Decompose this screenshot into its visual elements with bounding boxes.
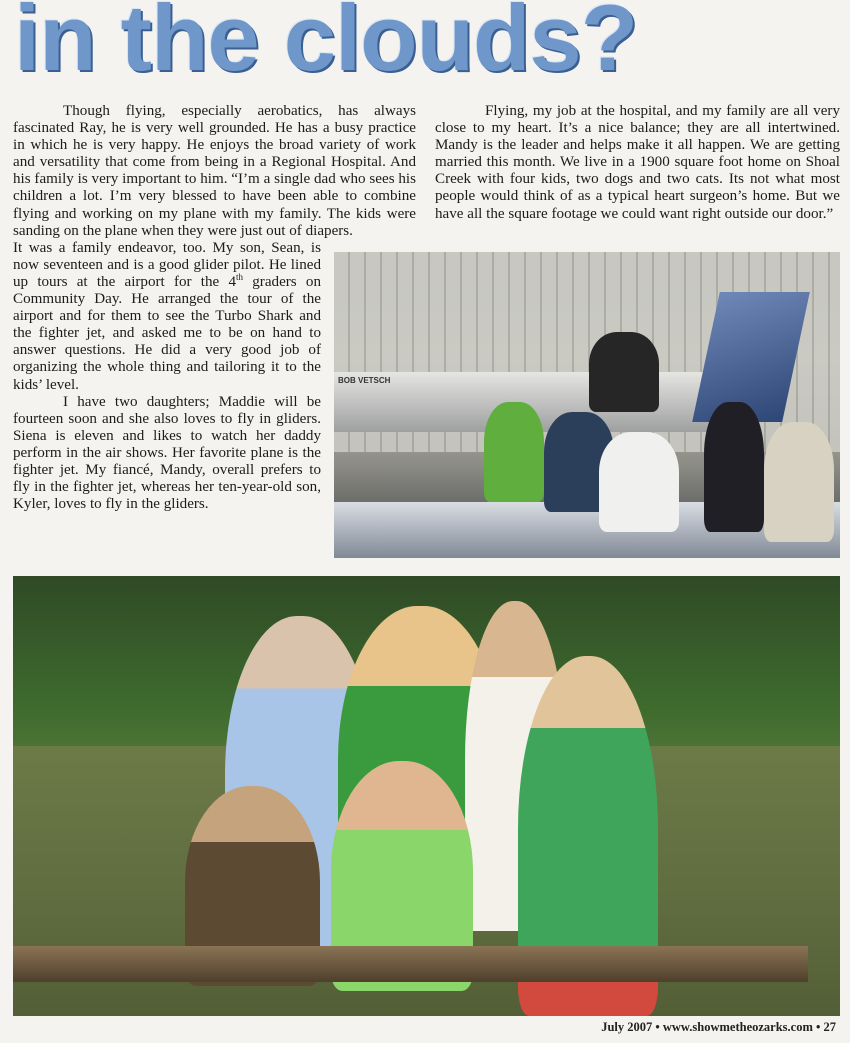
plane-name-label: BOB VETSCH bbox=[338, 376, 391, 385]
paragraph-1-narrow bbox=[13, 240, 321, 394]
family-photo bbox=[13, 576, 840, 1016]
page-footer: July 2007 • www.showmetheozarks.com • 27 bbox=[601, 1020, 836, 1034]
right-column bbox=[435, 103, 840, 223]
paragraph-1-narrow-a: It was a family endeavor, too. My son, Sean, is now seventeen and is a good glider pilot. He lined up tours at the airport for the 4 bbox=[13, 239, 321, 290]
kid-figure bbox=[764, 422, 834, 542]
kid-figure bbox=[484, 402, 544, 502]
right-paragraph-1: Flying, my job at the hospital, and my family are all very close to my heart. It’s a nice balance; they are all intertwined. Mandy is the leader and helps make it all happen. We are getting married this month. We live in a 1900 square foot home on Shoal Creek with four kids, two dogs and two cats. Its not what most people would think of as a typical heart surgeon’s home. But we have all the square footage we could want right outside our door.” bbox=[435, 103, 840, 222]
plane-fuselage bbox=[334, 372, 754, 432]
paragraph-1-text: Though flying, especially aerobatics, has always fascinated Ray, he is very well grounded. He has a busy practice in which he is very happy. He enjoys the broad variety of work and versatility that come from being in a Regional Hospital. And his family is very important to him. “I’m a single dad who sees his children a lot. I’m very blessed to have been able to combine flying and working on my plane with my family. The kids were sanding on the plane when they were just out of diapers. bbox=[13, 103, 416, 239]
kid-figure bbox=[589, 332, 659, 412]
paragraph-2: I have two daughters; Maddie will be fourteen soon and she also loves to fly in gliders. Siena is eleven and likes to watch her daddy perform in the air shows. Her favorite plane is the fighter jet. My fiancé, Mandy, overall prefers to fly in the fighter jet, whereas her ten-year-old son, Kyler, loves to fly in the gliders. bbox=[13, 393, 321, 513]
kid-figure bbox=[599, 432, 679, 532]
hangar-photo bbox=[334, 252, 840, 558]
paragraph-1-wide bbox=[13, 103, 416, 240]
kid-figure bbox=[704, 402, 764, 532]
headline: in the clouds? bbox=[14, 0, 638, 90]
wooden-rail bbox=[13, 946, 808, 982]
ordinal-suffix: th bbox=[236, 271, 244, 282]
paragraph-1-narrow-b: graders on Community Day. He arranged the tour of the airport and for them to see the Turbo Shark and the fighter jet, and asked me to be on hand to answer questions. He did a very good job of organizing the whole thing and tailoring it to the kids’ level. bbox=[13, 273, 321, 393]
